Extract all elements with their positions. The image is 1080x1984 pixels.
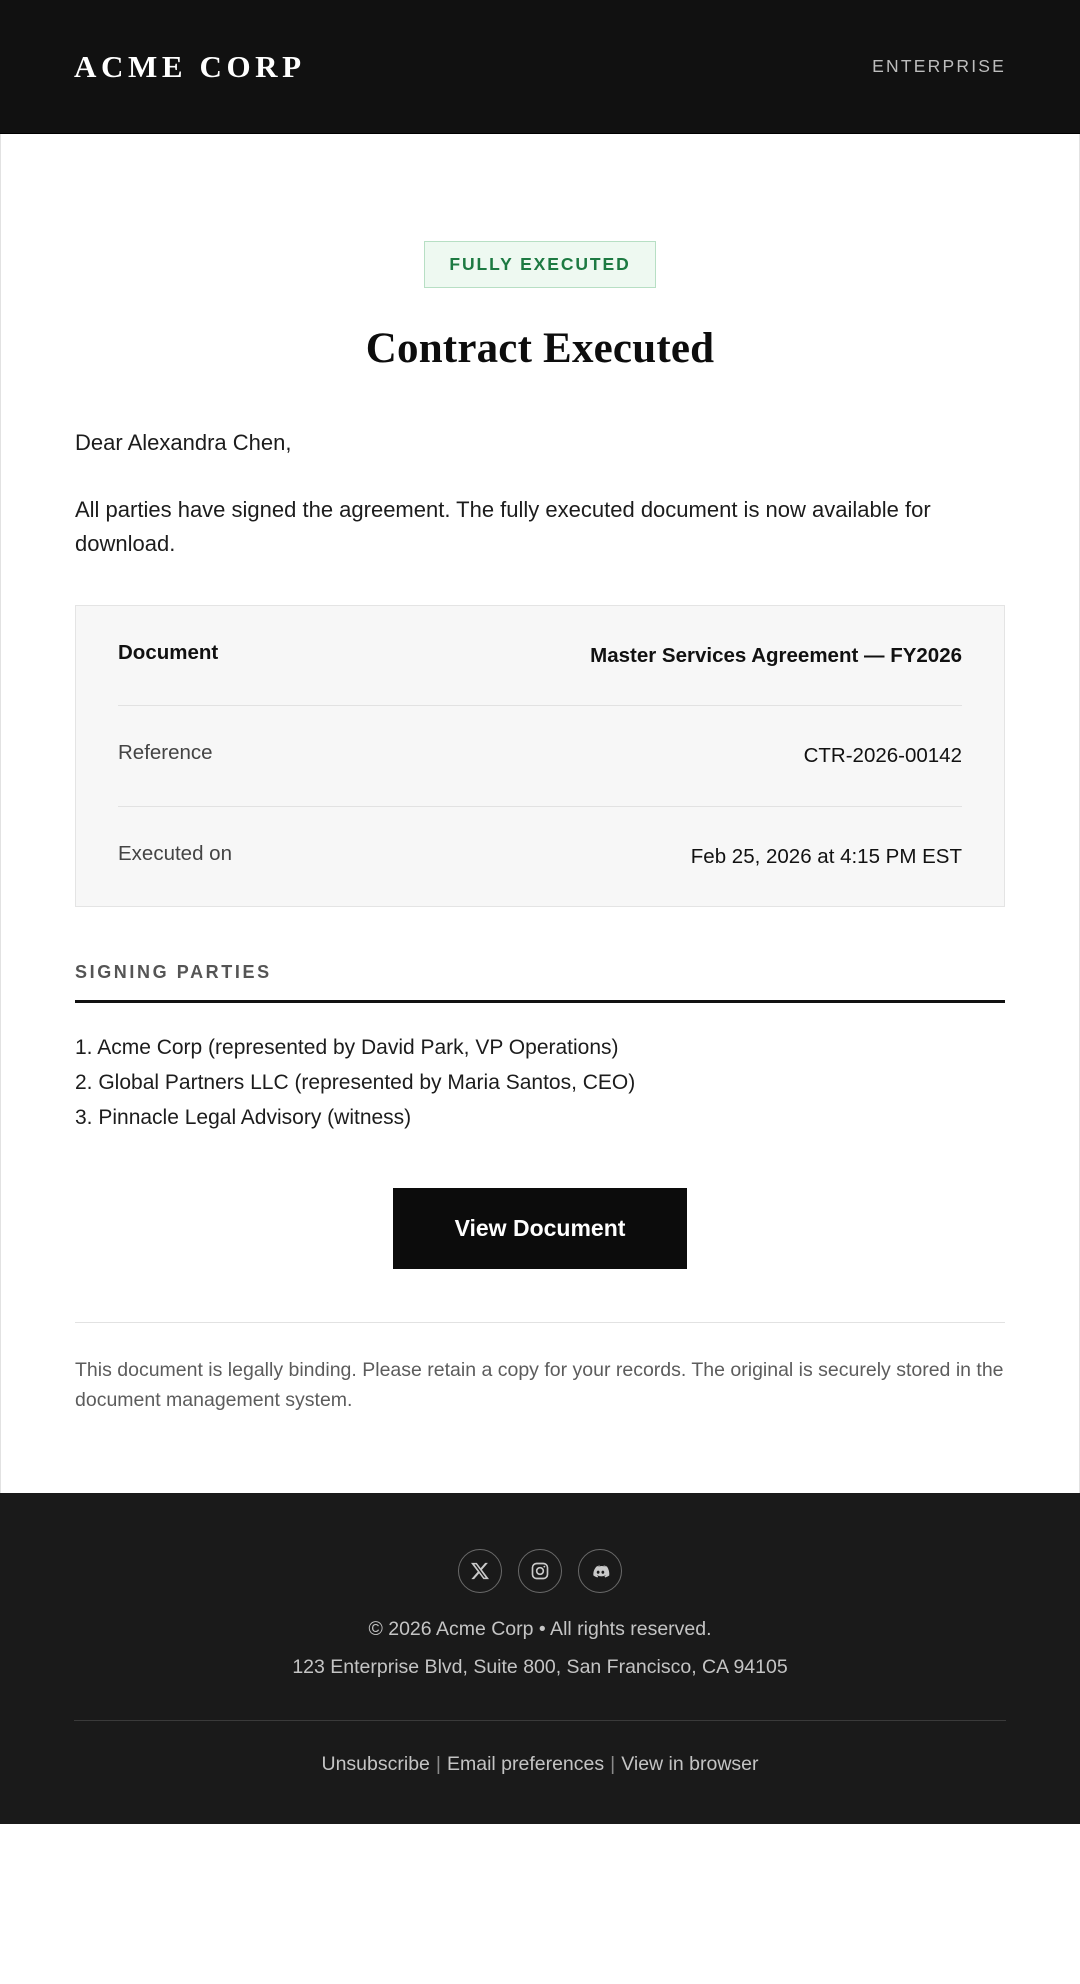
header-tagline: ENTERPRISE: [872, 56, 1006, 76]
detail-value: Master Services Agreement — FY2026: [590, 644, 962, 668]
instagram-icon[interactable]: [518, 1549, 562, 1593]
legal-fineprint: This document is legally binding. Please retain a copy for your records. The original is securely stored in the document management system.: [75, 1358, 1004, 1412]
list-item: 2. Global Partners LLC (represented by Maria Santos, CEO): [75, 1070, 636, 1094]
list-item: 3. Pinnacle Legal Advisory (witness): [75, 1105, 412, 1129]
cta-row: [75, 1188, 1005, 1269]
footer-links: [74, 1753, 1006, 1776]
social-links: [74, 1549, 1006, 1593]
detail-value: CTR-2026-00142: [803, 744, 962, 768]
greeting-text: Dear Alexandra Chen,: [75, 430, 292, 455]
page-title: Contract Executed: [365, 325, 715, 372]
detail-row-executed-on: [118, 806, 962, 906]
list-item: 1. Acme Corp (represented by David Park, VP Operations): [75, 1035, 619, 1059]
email-preferences-link[interactable]: Email preferences: [446, 1752, 605, 1775]
email-header: [0, 0, 1080, 134]
link-separator: |: [435, 1752, 441, 1775]
unsubscribe-link[interactable]: Unsubscribe: [321, 1752, 430, 1775]
footer-divider: [74, 1720, 1006, 1721]
document-details-card: [75, 605, 1005, 907]
view-document-button[interactable]: View Document: [393, 1188, 688, 1269]
body-divider: [75, 1322, 1005, 1323]
detail-label: Document: [118, 641, 219, 665]
detail-row-document: [118, 606, 962, 705]
footer-copyright: © 2026 Acme Corp • All rights reserved.: [368, 1618, 712, 1641]
link-separator: |: [610, 1752, 616, 1775]
intro-paragraph: All parties have signed the agreement. The fully executed document is now available for download.: [75, 497, 931, 557]
signing-parties-heading: SIGNING PARTIES: [75, 961, 272, 982]
detail-label: Reference: [118, 741, 213, 765]
detail-row-reference: [118, 705, 962, 805]
footer-address: 123 Enterprise Blvd, Suite 800, San Francisco, CA 94105: [292, 1655, 788, 1678]
signing-parties-list: [75, 1030, 1005, 1135]
detail-value: Feb 25, 2026 at 4:15 PM EST: [690, 844, 962, 868]
view-in-browser-link[interactable]: View in browser: [621, 1752, 759, 1775]
email-body: [0, 134, 1080, 1493]
discord-icon[interactable]: [578, 1549, 622, 1593]
section-divider: [75, 1000, 1005, 1003]
status-badge: FULLY EXECUTED: [424, 241, 655, 288]
email-footer: [0, 1493, 1080, 1824]
x-icon[interactable]: [458, 1549, 502, 1593]
detail-label: Executed on: [118, 841, 232, 865]
status-badge-row: [75, 134, 1005, 288]
brand-logo: ACME CORP: [74, 48, 306, 84]
